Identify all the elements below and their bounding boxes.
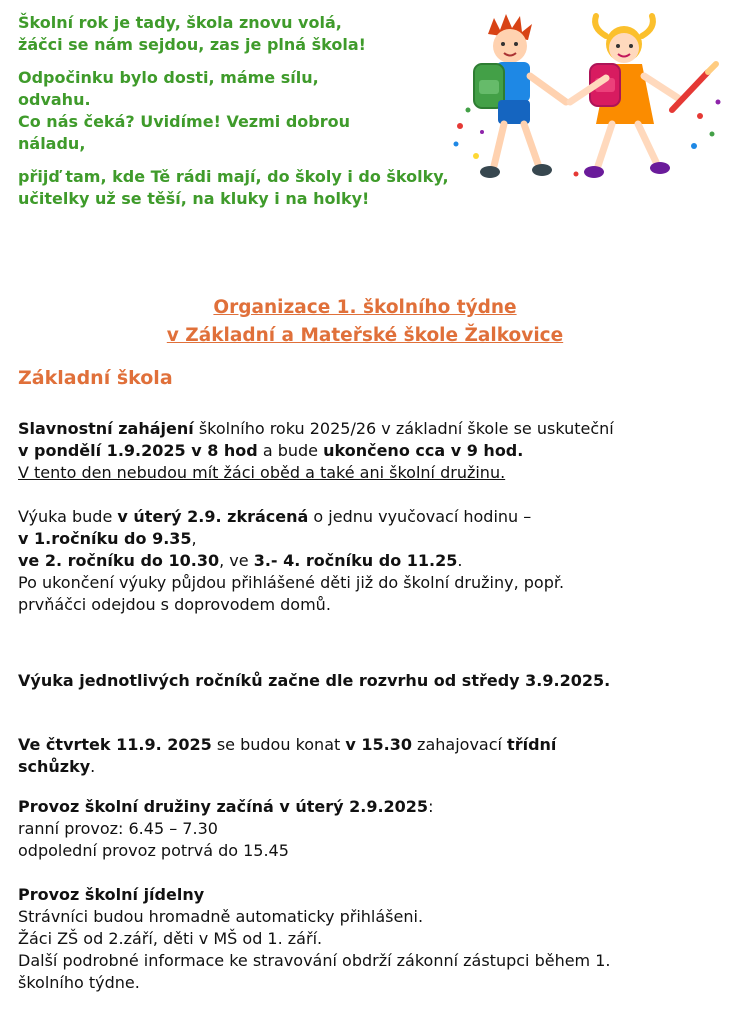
bold-text: 3.- 4. ročníku do 11.25	[253, 551, 458, 570]
bold-text: v pondělí 1.9.2025 v 8 hod	[18, 441, 258, 460]
text-line	[18, 734, 718, 756]
text: se budou konat	[211, 735, 346, 754]
poem-line: žáčci se nám sejdou, zas je plná škola!	[18, 35, 366, 54]
boy-figure	[474, 14, 566, 178]
text: :	[428, 797, 434, 816]
bold-text: ukončeno cca v 9 hod.	[323, 441, 524, 460]
text-line: odpolední provoz potrvá do 15.45	[18, 841, 289, 860]
text-line	[18, 550, 718, 572]
poem	[18, 12, 518, 221]
text-line	[18, 528, 718, 550]
opening-paragraph	[18, 418, 718, 484]
bold-text: Ve čtvrtek 11.9. 2025	[18, 735, 212, 754]
bold-text: Provoz školní družiny začíná v úterý 2.9.2025	[18, 797, 429, 816]
text-line	[18, 418, 718, 440]
poem-line: odvahu.	[18, 90, 91, 109]
bold-text: Slavnostní zahájení	[18, 419, 194, 438]
bold-text: schůzky	[18, 757, 91, 776]
bold-text: Výuka jednotlivých ročníků začne dle rozvrhu od středy 3.9.2025.	[18, 671, 611, 690]
poem-stanza-2	[18, 67, 518, 155]
text: .	[457, 551, 463, 570]
title-line-1: Organizace 1. školního týdne	[213, 297, 517, 318]
text: ,	[191, 529, 197, 548]
bold-text: třídní	[507, 735, 557, 754]
canteen-paragraph	[18, 884, 718, 994]
schedule-paragraph	[18, 670, 718, 692]
text-line: Po ukončení výuky půjdou přihlášené děti již do školní družiny, popř.	[18, 573, 565, 592]
underlined-note: V tento den nebudou mít žáci oběd a také ani školní družinu.	[18, 463, 506, 482]
poem-line: učitelky už se těší, na kluky i na holky!	[18, 189, 370, 208]
text-line: Strávníci budou hromadně automaticky přihlášeni.	[18, 907, 424, 926]
meeting-paragraph	[18, 734, 718, 778]
text-line	[18, 440, 718, 462]
bold-text: Provoz školní jídelny	[18, 885, 205, 904]
bold-text: v úterý 2.9. zkrácená	[117, 507, 309, 526]
text-line: prvňáčci odejdou s doprovodem domů.	[18, 595, 331, 614]
children-illustration	[446, 6, 726, 196]
text-line: Další podrobné informace ke stravování obdrží zákonní zástupci během 1.	[18, 951, 611, 970]
section-heading: Základní škola	[18, 367, 173, 389]
girl-figure	[570, 16, 716, 178]
poem-stanza-3	[18, 166, 518, 210]
bold-text: v 15.30	[345, 735, 412, 754]
text-line	[18, 796, 718, 818]
text: .	[90, 757, 96, 776]
text-line: Žáci ZŠ od 2.září, děti v MŠ od 1. září.	[18, 929, 323, 948]
text-line	[18, 756, 718, 778]
text: zahajovací	[411, 735, 508, 754]
text: o jednu vyučovací hodinu –	[308, 507, 532, 526]
document-title	[0, 294, 730, 350]
bold-text: v 1.ročníku do 9.35	[18, 529, 192, 548]
bold-text: ve 2. ročníku do 10.30	[18, 551, 220, 570]
text: Výuka bude	[18, 507, 118, 526]
text: a bude	[257, 441, 324, 460]
text-line: ranní provoz: 6.45 – 7.30	[18, 819, 218, 838]
poem-line: přijď tam, kde Tě rádi mají, do školy i do školky,	[18, 167, 449, 186]
poem-line: náladu,	[18, 134, 86, 153]
text-line: školního týdne.	[18, 973, 140, 992]
text: školního roku 2025/26 v základní škole se uskuteční	[193, 419, 614, 438]
poem-stanza-1	[18, 12, 518, 56]
shortened-lessons-paragraph	[18, 506, 718, 616]
text: , ve	[219, 551, 254, 570]
poem-line: Co nás čeká? Uvidíme! Vezmi dobrou	[18, 112, 351, 131]
poem-line: Odpočinku bylo dosti, máme sílu,	[18, 68, 319, 87]
afterschool-club-paragraph	[18, 796, 718, 862]
title-line-2: v Základní a Mateřské škole Žalkovice	[166, 325, 564, 346]
text-line	[18, 506, 718, 528]
poem-line: Školní rok je tady, škola znovu volá,	[18, 13, 342, 32]
